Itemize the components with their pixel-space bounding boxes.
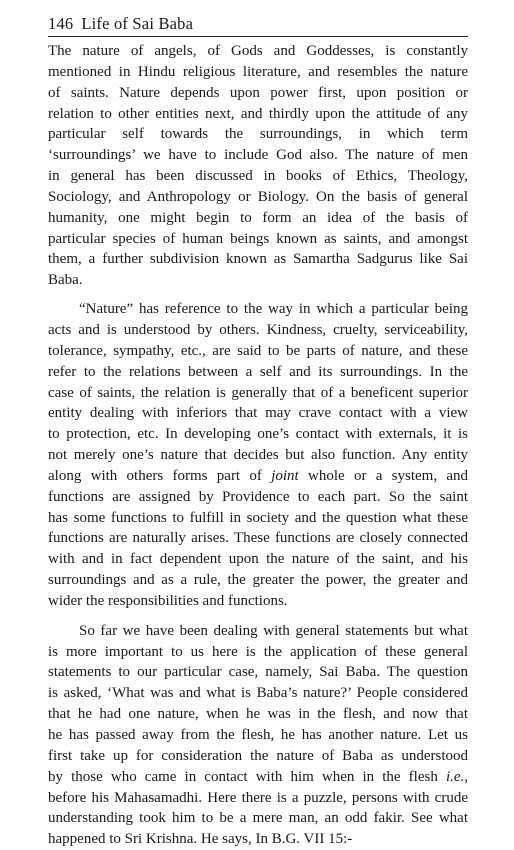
text-line: particular species of human beings known as saints, and amongst bbox=[48, 230, 468, 247]
text-line: “Nature” has reference to the way in which a particular being bbox=[79, 301, 468, 318]
text-line: happened to Sri Krishna. He says, In B.G. VII 15:- bbox=[48, 831, 353, 848]
text-segment: by those who came in contact with him when in the flesh bbox=[48, 768, 438, 785]
text-line: tolerance, sympathy, etc., are said to be parts of nature, and these bbox=[48, 342, 468, 359]
text-line: ‘surroundings’ we have to include God also. The nature of men bbox=[48, 147, 468, 164]
text-line-mixed bbox=[48, 466, 468, 487]
text-line: is more important to us here is the application of these general bbox=[48, 643, 468, 660]
text-line: is asked, ‘What was and what is Baba’s nature?’ People considered bbox=[48, 685, 468, 702]
text-line: mentioned in Hindu religious literature, and resembles the nature bbox=[48, 63, 468, 80]
text-line: case of saints, the relation is generally that of a beneficent superior bbox=[48, 384, 468, 401]
text-line: wider the responsibilities and functions. bbox=[48, 592, 288, 609]
paragraph-3 bbox=[48, 621, 468, 850]
running-header bbox=[48, 14, 193, 34]
paragraph-2 bbox=[48, 299, 468, 612]
text-line: of saints. Nature depends upon power first, upon position or bbox=[48, 84, 468, 101]
body-text bbox=[48, 41, 468, 850]
text-line: that he had one nature, when he was in the flesh, and now that bbox=[48, 706, 468, 723]
running-title: Life of Sai Baba bbox=[81, 14, 194, 33]
text-line: Baba. bbox=[48, 272, 83, 289]
text-line: statements to our particular case, namely, Sai Baba. The question bbox=[48, 664, 468, 681]
italic-word: joint bbox=[271, 467, 299, 484]
text-segment: along with others forms part of bbox=[48, 467, 262, 484]
text-line: particular self towards the surroundings, in which term bbox=[48, 126, 468, 143]
text-line: Sociology, and Anthropology or Biology. On the basis of general bbox=[48, 188, 468, 205]
text-line: has some functions to fulfill in society and the question what these bbox=[48, 509, 468, 526]
text-line: So far we have been dealing with general statements but what bbox=[79, 622, 468, 639]
header-rule bbox=[48, 36, 468, 37]
text-line: he has passed away from the flesh, he has another nature. Let us bbox=[48, 727, 468, 743]
text-line: functions are assigned by Providence to each part. So the saint bbox=[48, 488, 468, 505]
text-segment: whole or a system, and bbox=[308, 467, 469, 484]
text-line-mixed bbox=[48, 767, 468, 788]
text-line: them, a further subdivision known as Samartha Sadgurus like Sai bbox=[48, 251, 468, 268]
text-line: before his Mahasamadhi. Here there is a puzzle, persons with crude bbox=[48, 789, 468, 806]
text-line: humanity, one might begin to form an idea of the basis of bbox=[48, 209, 468, 226]
paragraph-1 bbox=[48, 41, 468, 291]
text-line: The nature of angels, of Gods and Goddesses, is constantly bbox=[48, 43, 468, 59]
text-line: first take up for consideration the nature of Baba as understood bbox=[48, 747, 468, 764]
page-number: 146 bbox=[48, 14, 74, 33]
text-line: refer to the relations between a self and its surroundings. In the bbox=[48, 363, 468, 380]
text-line: not merely one’s nature that decides but also function. Any entity bbox=[48, 447, 468, 464]
text-line: to protection, etc. In developing one’s contact with externals, it is bbox=[48, 426, 468, 443]
text-line: relation to other entities next, and thirdly upon the attitude of any bbox=[48, 105, 468, 122]
text-line: understanding took him to be a mere man, an odd fakir. See what bbox=[48, 810, 468, 827]
text-line: with and in fact dependent upon the nature of the saint, and his bbox=[48, 551, 468, 568]
text-line: in general has been discussed in books of Ethics, Theology, bbox=[48, 168, 468, 185]
text-line: acts and is understood by others. Kindness, cruelty, serviceability, bbox=[48, 321, 468, 338]
text-line: entity dealing with inferiors that may crave contact with a view bbox=[48, 405, 468, 422]
italic-word: i.e., bbox=[445, 768, 469, 785]
text-line: functions are naturally arises. These functions are closely connected bbox=[48, 530, 468, 547]
text-line: surroundings and as a rule, the greater the power, the greater and bbox=[48, 572, 468, 589]
